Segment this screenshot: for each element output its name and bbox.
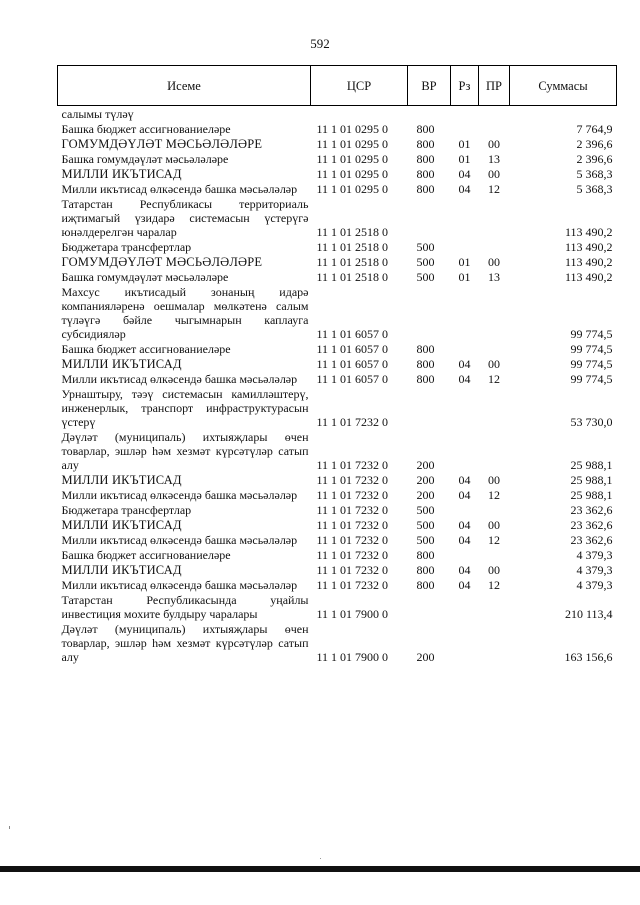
row-vr <box>408 196 451 239</box>
row-vr: 500 <box>416 270 435 284</box>
header-vr: ВР <box>408 66 451 106</box>
row-name: Башка гомумдәүләт мәсьәләләре <box>61 270 229 284</box>
row-sum: 4 379,3 <box>576 578 613 592</box>
row-csr: 11 1 01 0295 0 <box>316 122 389 136</box>
row-sum: 53 730,0 <box>570 415 613 429</box>
row-name: Милли икътисад өлкәсендә башка мәсьәләләр <box>61 372 298 386</box>
row-name: Башка бюджет ассигнованиеләре <box>61 122 231 136</box>
row-name: Татарстан Республикасы территориаль иҗтимагый үзидарә системасын үстерүгә юнәлдерелгән чаралар <box>61 197 309 239</box>
row-pr: 12 <box>488 488 500 502</box>
row-vr: 200 <box>416 650 435 664</box>
row-vr: 500 <box>416 518 435 532</box>
table-row <box>58 239 617 254</box>
row-pr: 00 <box>488 563 500 577</box>
row-name: Милли икътисад өлкәсендә башка мәсьәләләр <box>61 578 298 592</box>
row-sum: 4 379,3 <box>576 563 613 577</box>
row-csr: 11 1 01 7232 0 <box>316 415 389 429</box>
row-sum: 210 113,4 <box>564 607 613 621</box>
row-rz: 04 <box>458 488 471 502</box>
row-pr: 12 <box>488 533 500 547</box>
row-pr <box>479 592 510 621</box>
table-header <box>58 66 617 106</box>
row-vr: 800 <box>416 372 435 386</box>
row-name: Милли икътисад өлкәсендә башка мәсьәләләр <box>61 488 298 502</box>
row-name: МИЛЛИ ИКЪТИСАД <box>61 473 182 487</box>
row-sum: 25 988,1 <box>570 473 613 487</box>
row-name: Махсус икътисадый зонаның идарә компанияләренә оешмалар мөлкәтенә салым түләүгә бәйле чыгымнарын каплауга субсидияләр <box>61 285 309 341</box>
row-name: Бюджетара трансфертлар <box>61 503 192 517</box>
scan-speck <box>9 826 10 829</box>
row-rz <box>451 196 479 239</box>
row-pr <box>479 386 510 429</box>
table-row <box>58 136 617 151</box>
row-rz: 01 <box>458 137 471 151</box>
row-rz <box>451 547 479 562</box>
row-vr: 500 <box>416 255 435 269</box>
row-rz: 01 <box>458 255 471 269</box>
row-sum: 99 774,5 <box>570 357 613 371</box>
row-sum: 25 988,1 <box>570 488 613 502</box>
row-name: Бюджетара трансфертлар <box>61 240 192 254</box>
row-name: салымы түләү <box>61 107 134 121</box>
row-pr: 12 <box>488 372 500 386</box>
row-pr <box>479 429 510 472</box>
table-row <box>58 621 617 664</box>
row-csr: 11 1 01 6057 0 <box>316 327 389 341</box>
table-row <box>58 592 617 621</box>
row-vr <box>408 386 451 429</box>
row-sum: 7 764,9 <box>576 122 613 136</box>
table-row <box>58 166 617 181</box>
row-csr: 11 1 01 0295 0 <box>316 167 389 181</box>
row-name: Башка бюджет ассигнованиеләре <box>61 548 231 562</box>
row-sum: 23 362,6 <box>570 533 613 547</box>
row-csr: 11 1 01 2518 0 <box>316 255 389 269</box>
row-sum: 99 774,5 <box>570 342 613 356</box>
row-vr: 800 <box>416 578 435 592</box>
row-sum: 23 362,6 <box>570 518 613 532</box>
row-pr: 00 <box>488 137 500 151</box>
row-sum: 113 490,2 <box>564 255 613 269</box>
table-row <box>58 106 617 122</box>
row-pr: 00 <box>488 473 500 487</box>
table-row <box>58 121 617 136</box>
row-rz: 04 <box>458 518 471 532</box>
row-vr: 800 <box>416 182 435 196</box>
row-pr: 00 <box>488 167 500 181</box>
row-vr: 800 <box>416 137 435 151</box>
row-vr: 800 <box>416 357 435 371</box>
table-row <box>58 386 617 429</box>
row-name: Дәүләт (муниципаль) ихтыяҗлары өчен товарлар, эшләр һәм хезмәт күрсәтүләр сатып алу <box>61 430 309 472</box>
row-pr: 13 <box>488 152 500 166</box>
row-csr: 11 1 01 7232 0 <box>316 548 389 562</box>
row-vr: 200 <box>416 458 435 472</box>
table-row <box>58 532 617 547</box>
row-sum: 113 490,2 <box>564 270 613 284</box>
row-sum: 99 774,5 <box>570 372 613 386</box>
row-pr <box>479 284 510 341</box>
row-name: Милли икътисад өлкәсендә башка мәсьәләләр <box>61 182 298 196</box>
row-rz: 04 <box>458 533 471 547</box>
row-csr: 11 1 01 7232 0 <box>316 488 389 502</box>
row-csr: 11 1 01 6057 0 <box>316 342 389 356</box>
row-rz <box>451 239 479 254</box>
row-csr: 11 1 01 2518 0 <box>316 270 389 284</box>
row-sum: 5 368,3 <box>576 167 613 181</box>
row-vr: 500 <box>416 533 435 547</box>
row-name: Урнаштыру, тәэү системасын камилләштерү, инженерлык, транспорт инфраструктурасын үстерү <box>61 387 309 429</box>
row-vr: 800 <box>416 122 435 136</box>
table-row <box>58 517 617 532</box>
row-csr: 11 1 01 6057 0 <box>316 357 389 371</box>
row-rz <box>451 106 479 122</box>
row-pr <box>479 196 510 239</box>
row-vr: 800 <box>416 563 435 577</box>
row-sum: 2 396,6 <box>576 137 613 151</box>
table-row <box>58 371 617 386</box>
row-vr: 500 <box>416 503 435 517</box>
row-csr: 11 1 01 7232 0 <box>316 473 389 487</box>
row-sum: 5 368,3 <box>576 182 613 196</box>
row-sum: 113 490,2 <box>564 240 613 254</box>
row-pr <box>479 121 510 136</box>
row-name: МИЛЛИ ИКЪТИСАД <box>61 167 182 181</box>
row-vr <box>408 106 451 122</box>
row-vr: 800 <box>416 548 435 562</box>
row-vr <box>408 284 451 341</box>
row-rz: 04 <box>458 473 471 487</box>
row-csr: 11 1 01 7232 0 <box>316 578 389 592</box>
table-row <box>58 429 617 472</box>
row-name: Милли икътисад өлкәсендә башка мәсьәләләр <box>61 533 298 547</box>
row-pr: 12 <box>488 578 500 592</box>
table-row <box>58 562 617 577</box>
row-vr: 800 <box>416 152 435 166</box>
table-row <box>58 196 617 239</box>
row-sum: 25 988,1 <box>570 458 613 472</box>
table-row <box>58 151 617 166</box>
table-row <box>58 547 617 562</box>
row-name: МИЛЛИ ИКЪТИСАД <box>61 563 182 577</box>
row-rz <box>451 121 479 136</box>
row-rz <box>451 621 479 664</box>
row-sum: 23 362,6 <box>570 503 613 517</box>
row-csr: 11 1 01 7900 0 <box>316 650 389 664</box>
table-row <box>58 341 617 356</box>
row-csr: 11 1 01 0295 0 <box>316 137 389 151</box>
row-rz: 01 <box>458 152 471 166</box>
row-pr: 13 <box>488 270 500 284</box>
scan-bottom-edge <box>0 866 640 872</box>
row-rz: 04 <box>458 372 471 386</box>
table-row <box>58 254 617 269</box>
table-row <box>58 181 617 196</box>
row-name: ГОМУМДӘҮЛӘТ МӘСЬӘЛӘЛӘРЕ <box>61 255 263 269</box>
table-row <box>58 472 617 487</box>
row-name: МИЛЛИ ИКЪТИСАД <box>61 518 182 532</box>
table-row <box>58 487 617 502</box>
row-csr: 11 1 01 7232 0 <box>316 533 389 547</box>
row-rz <box>451 502 479 517</box>
row-name: Башка бюджет ассигнованиеләре <box>61 342 231 356</box>
table-row <box>58 356 617 371</box>
row-csr: 11 1 01 2518 0 <box>316 225 389 239</box>
row-csr: 11 1 01 7900 0 <box>316 607 389 621</box>
row-sum: 99 774,5 <box>570 327 613 341</box>
row-sum <box>510 106 617 122</box>
row-csr: 11 1 01 0295 0 <box>316 182 389 196</box>
row-vr <box>408 592 451 621</box>
row-rz <box>451 341 479 356</box>
row-pr: 12 <box>488 182 500 196</box>
row-rz <box>451 386 479 429</box>
table-body <box>58 106 617 665</box>
scan-speck <box>320 858 321 859</box>
row-name: Башка гомумдәүләт мәсьәләләре <box>61 152 229 166</box>
row-vr: 200 <box>416 488 435 502</box>
row-pr: 00 <box>488 255 500 269</box>
row-name: ГОМУМДӘҮЛӘТ МӘСЬӘЛӘЛӘРЕ <box>61 137 263 151</box>
row-sum: 163 156,6 <box>564 650 613 664</box>
header-pr: ПР <box>479 66 510 106</box>
row-pr <box>479 239 510 254</box>
row-csr: 11 1 01 7232 0 <box>316 563 389 577</box>
header-sum: Суммасы <box>510 66 617 106</box>
table-row <box>58 502 617 517</box>
row-sum: 113 490,2 <box>564 225 613 239</box>
budget-table <box>57 65 617 664</box>
row-csr: 11 1 01 6057 0 <box>316 372 389 386</box>
row-name: МИЛЛИ ИКЪТИСАД <box>61 357 182 371</box>
row-name: Дәүләт (муниципаль) ихтыяҗлары өчен товарлар, эшләр һәм хезмәт күрсәтүләр сатып алу <box>61 622 309 664</box>
row-rz: 04 <box>458 578 471 592</box>
row-rz: 04 <box>458 182 471 196</box>
row-csr: 11 1 01 0295 0 <box>316 152 389 166</box>
table-row <box>58 577 617 592</box>
header-rz: Рз <box>451 66 479 106</box>
row-rz: 04 <box>458 563 471 577</box>
row-vr: 500 <box>416 240 435 254</box>
row-csr: 11 1 01 7232 0 <box>316 458 389 472</box>
row-rz: 01 <box>458 270 471 284</box>
row-rz: 04 <box>458 357 471 371</box>
row-csr: 11 1 01 2518 0 <box>316 240 389 254</box>
row-rz: 04 <box>458 167 471 181</box>
row-pr <box>479 502 510 517</box>
row-rz <box>451 592 479 621</box>
row-vr: 800 <box>416 342 435 356</box>
row-csr <box>311 106 408 122</box>
row-csr: 11 1 01 7232 0 <box>316 518 389 532</box>
row-vr: 200 <box>416 473 435 487</box>
row-pr <box>479 621 510 664</box>
row-sum: 2 396,6 <box>576 152 613 166</box>
page-number: 592 <box>310 36 330 51</box>
row-pr <box>479 341 510 356</box>
row-csr: 11 1 01 7232 0 <box>316 503 389 517</box>
row-pr <box>479 106 510 122</box>
header-name: Исеме <box>58 66 311 106</box>
header-csr: ЦСР <box>311 66 408 106</box>
row-pr <box>479 547 510 562</box>
row-rz <box>451 429 479 472</box>
table-row <box>58 269 617 284</box>
row-rz <box>451 284 479 341</box>
row-sum: 4 379,3 <box>576 548 613 562</box>
row-pr: 00 <box>488 357 500 371</box>
row-name: Татарстан Республикасында уңайлы инвестиция мохите булдыру чаралары <box>61 593 309 621</box>
row-pr: 00 <box>488 518 500 532</box>
row-vr: 800 <box>416 167 435 181</box>
table-row <box>58 284 617 341</box>
